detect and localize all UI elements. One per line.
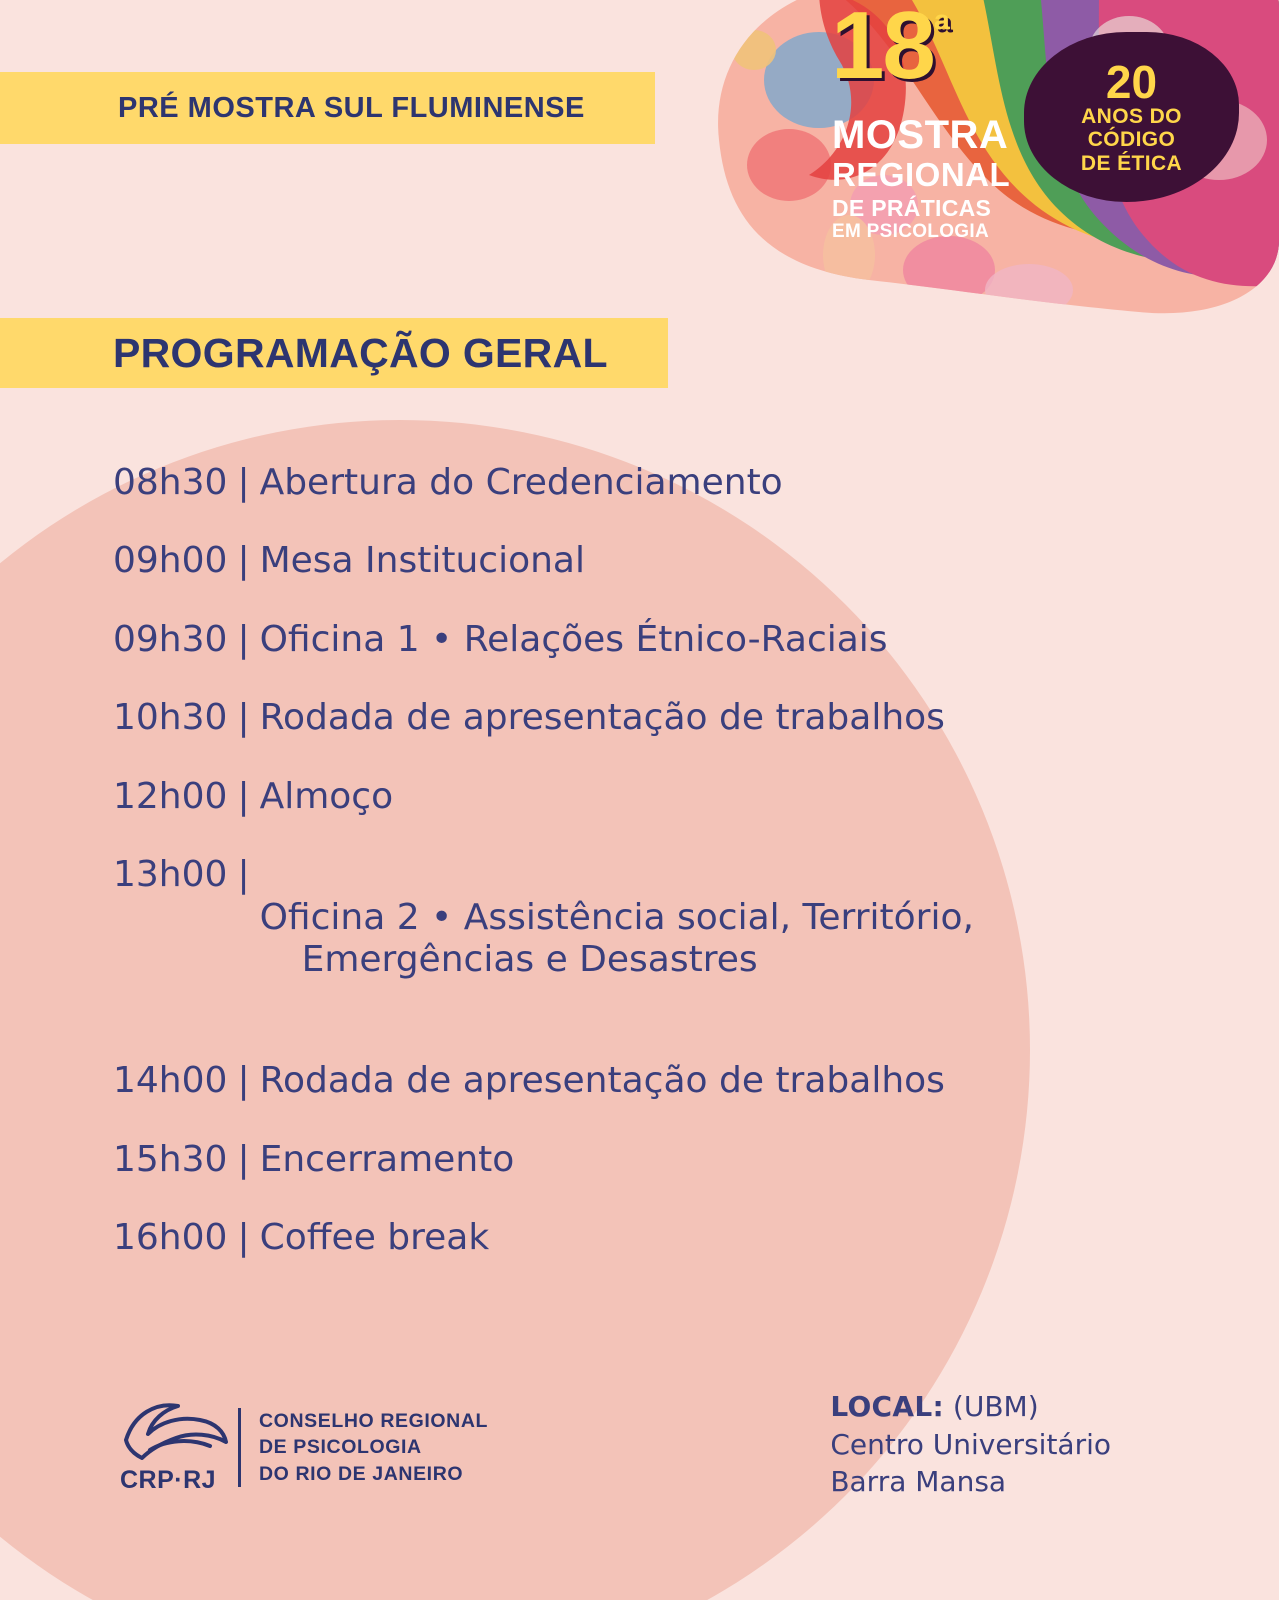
schedule-time: 13h00 <box>113 854 228 896</box>
badge-line-3: DE ÉTICA <box>1080 151 1183 175</box>
schedule-description <box>260 854 974 1024</box>
schedule-item <box>113 1139 1113 1181</box>
schedule-description: Encerramento <box>259 1138 515 1180</box>
schedule-description-line-1: Oficina 2 • Assistência social, Território, <box>259 896 974 938</box>
schedule-separator: | <box>237 697 250 739</box>
badge-number: 20 <box>1105 55 1158 108</box>
decorative-artwork <box>699 0 1279 320</box>
schedule-description: Coffee break <box>259 1217 490 1259</box>
schedule-item <box>113 462 1113 504</box>
schedule-list <box>113 462 1113 1296</box>
badge-line-2: CÓDIGO <box>1087 128 1176 152</box>
schedule-description: Rodada de apresentação de trabalhos <box>259 1060 945 1102</box>
badge-line-1: ANOS DO <box>1081 104 1182 128</box>
schedule-item <box>113 776 1113 818</box>
schedule-item <box>113 619 1113 661</box>
local-value: (UBM) <box>944 1390 1039 1424</box>
schedule-separator: | <box>237 1060 250 1102</box>
crp-logo-line-3: DO RIO DE JANEIRO <box>259 1462 464 1485</box>
schedule-time: 10h30 <box>113 697 228 739</box>
pre-mostra-label: PRÉ MOSTRA SUL FLUMINENSE <box>118 91 585 124</box>
schedule-item <box>113 697 1113 739</box>
schedule-separator: | <box>237 1217 250 1259</box>
schedule-description: Mesa Institucional <box>259 540 585 582</box>
crp-acronym: CRP·RJ <box>120 1466 217 1494</box>
local-label: LOCAL: <box>830 1390 945 1424</box>
schedule-description: Almoço <box>259 775 394 817</box>
crp-logo-mark <box>120 1400 228 1495</box>
programacao-label: PROGRAMAÇÃO GERAL <box>113 329 608 376</box>
crp-logo-line-2: DE PSICOLOGIA <box>259 1436 422 1459</box>
schedule-time: 09h00 <box>113 540 228 582</box>
crp-logo <box>120 1400 488 1495</box>
schedule-item <box>113 1060 1113 1102</box>
schedule-time: 14h00 <box>113 1060 228 1102</box>
programacao-ribbon <box>0 318 668 388</box>
logo-title <box>832 115 1010 241</box>
schedule-separator: | <box>237 854 250 896</box>
crp-bird-icon <box>120 1400 228 1462</box>
schedule-time: 08h30 <box>113 462 228 503</box>
schedule-separator: | <box>237 540 250 582</box>
logo-line-4: EM PSICOLOGIA <box>832 221 989 242</box>
schedule-separator: | <box>237 462 250 503</box>
schedule-item <box>113 1217 1113 1259</box>
schedule-item <box>113 540 1113 582</box>
schedule-description: Rodada de apresentação de trabalhos <box>259 697 945 739</box>
pre-mostra-ribbon <box>0 72 655 144</box>
schedule-description: Abertura do Credenciamento <box>259 462 783 503</box>
edition-number: $18^ª$ <box>831 0 949 99</box>
schedule-separator: | <box>237 1138 250 1180</box>
logo-line-2: REGIONAL <box>832 156 1011 193</box>
local-line-3: Barra Mansa <box>830 1464 1007 1498</box>
local-line-1 <box>830 1388 1111 1425</box>
schedule-description-line-2: Emergências e Desastres <box>301 939 758 981</box>
schedule-time: 09h30 <box>113 618 228 660</box>
crp-logo-line-1: CONSELHO REGIONAL <box>259 1410 489 1433</box>
crp-logo-text <box>238 1408 488 1487</box>
local-info <box>830 1388 1111 1500</box>
schedule-time: 15h30 <box>113 1138 228 1180</box>
schedule-time: 12h00 <box>113 775 228 817</box>
schedule-description: Oficina 1 • Relações Étnico-Raciais <box>259 618 888 660</box>
schedule-separator: | <box>237 618 250 660</box>
logo-line-3: DE PRÁTICAS <box>832 195 992 221</box>
schedule-item <box>113 854 1113 1024</box>
schedule-separator: | <box>237 775 250 817</box>
logo-line-1: MOSTRA <box>832 113 1009 157</box>
schedule-time: 16h00 <box>113 1217 228 1259</box>
local-line-2: Centro Universitário <box>830 1427 1111 1461</box>
